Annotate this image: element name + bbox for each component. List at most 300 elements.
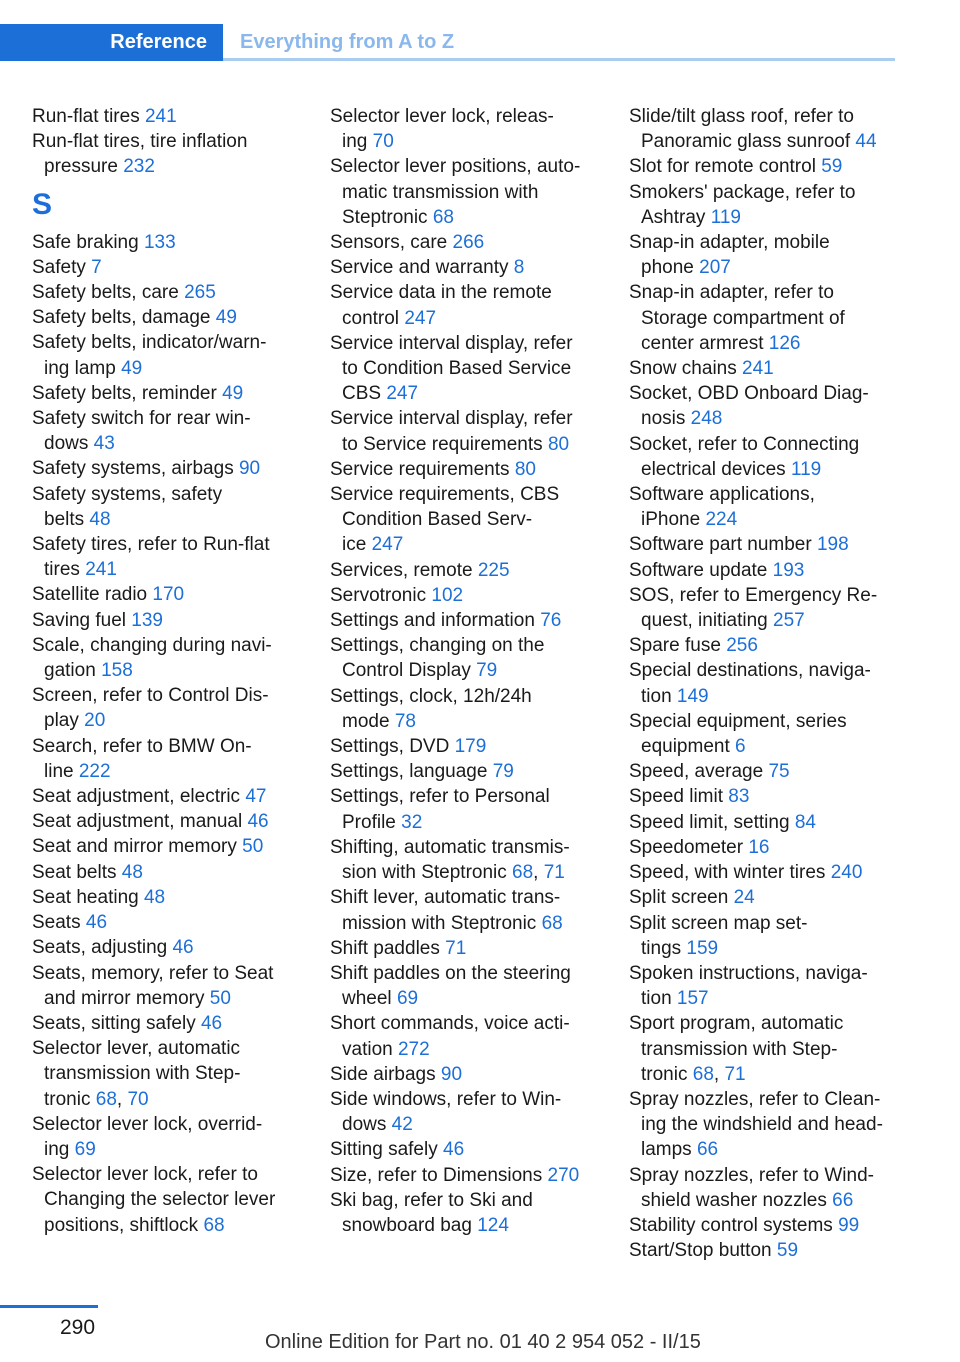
page-link[interactable]: 265 [184, 282, 216, 304]
index-entry-text: Spray nozzles, refer to Clean- [629, 1088, 881, 1110]
page-link[interactable]: 49 [121, 357, 143, 379]
index-entry-text: Selector lever lock, releas- [330, 106, 554, 127]
page-link[interactable]: 75 [768, 761, 790, 783]
page-link[interactable]: 16 [748, 836, 770, 858]
page-link[interactable]: 102 [431, 584, 464, 606]
index-entry-text: Run-flat tires, tire inflation [32, 131, 248, 153]
page-link[interactable]: 139 [131, 609, 163, 631]
index-entry-text: Safety systems, safety [32, 483, 223, 505]
index-entry-text: Slide/tilt glass roof, refer to [629, 106, 854, 127]
index-entry [330, 1188, 616, 1238]
index-entry [32, 129, 318, 179]
index-entry-text: Run-flat tires [32, 106, 140, 127]
index-entry [629, 104, 915, 154]
index-entry-text: ice [342, 534, 367, 556]
index-entry-text: Selector lever lock, refer to [32, 1164, 258, 1186]
page-link[interactable]: 48 [121, 861, 143, 883]
page-link[interactable]: 247 [404, 307, 437, 329]
index-entry [629, 658, 915, 708]
index-entry-text: iPhone [641, 509, 701, 531]
page-link[interactable]: 83 [728, 786, 750, 808]
index-entry [629, 583, 915, 633]
page-link[interactable]: 69 [74, 1138, 96, 1160]
index-entry-text: ing [342, 131, 368, 153]
page-link[interactable]: 68 [541, 912, 563, 934]
index-entry-text: Slot for remote control [629, 156, 816, 178]
index-entry [330, 457, 616, 482]
index-entry [32, 230, 318, 255]
page-link[interactable]: 7 [91, 256, 102, 278]
subsection-title: Everything from A to Z [240, 31, 455, 53]
index-entry [330, 759, 616, 784]
index-entry-text: Selector lever lock, overrid- [32, 1113, 263, 1135]
index-entry [629, 381, 915, 431]
index-entry [32, 608, 318, 633]
index-entry [32, 961, 318, 1011]
page-link[interactable]: 272 [397, 1038, 430, 1060]
index-entry [330, 558, 616, 583]
index-entry [32, 1112, 318, 1162]
index-entry [32, 784, 318, 809]
page-link[interactable]: 44 [855, 131, 877, 153]
index-entry-text: Settings and information [330, 610, 535, 632]
index-entry-text: Smokers' package, refer to [629, 181, 856, 203]
index-entry-text: play [44, 710, 79, 732]
index-entry-text: Snap-in adapter, mobile [629, 232, 830, 254]
page-link[interactable]: 49 [222, 382, 244, 404]
index-entry-text: Socket, refer to Connecting [629, 433, 860, 455]
index-entry [629, 558, 915, 583]
page-link[interactable]: 124 [477, 1214, 509, 1236]
index-entry-text: Screen, refer to Control Dis- [32, 685, 269, 707]
page-link[interactable]: 70 [372, 131, 394, 153]
index-entry [629, 280, 915, 356]
page-link[interactable]: 224 [705, 509, 738, 531]
index-entry [629, 154, 915, 179]
index-entry [330, 1011, 616, 1061]
index-entry-text: Condition Based Serv- [342, 509, 533, 531]
page-link[interactable]: 225 [477, 559, 510, 581]
page-link[interactable]: 6 [735, 736, 746, 758]
page-link[interactable]: 207 [699, 257, 731, 279]
index-entry-text: Scale, changing during navi- [32, 634, 272, 656]
page-link[interactable]: 46 [200, 1012, 223, 1034]
index-entry [32, 935, 318, 960]
page-link[interactable]: 43 [93, 433, 115, 455]
index-entry [32, 406, 318, 456]
index-entry [629, 860, 915, 885]
index-entry [629, 432, 915, 482]
index-entry-text: Safety systems, airbags [32, 458, 234, 480]
index-entry [32, 1011, 318, 1036]
index-entry [629, 230, 915, 280]
page-link[interactable]: 69 [396, 988, 419, 1010]
index-entry-text: tion [641, 988, 672, 1010]
index-entry [32, 1162, 318, 1238]
index-entry-text: Socket, OBD Onboard Diag- [629, 383, 869, 405]
index-entry [32, 456, 318, 481]
page-link[interactable]: 256 [726, 635, 758, 657]
index-entry-text: mission with Steptronic [342, 912, 537, 934]
index-entry [32, 280, 318, 305]
page-link[interactable]: 71 [543, 862, 565, 884]
index-entry-text: and mirror memory [44, 987, 205, 1009]
index-entry [330, 154, 616, 230]
index-entry [32, 734, 318, 784]
index-entry-text: Safety switch for rear win- [32, 408, 251, 430]
index-entry-text: matic transmission with [342, 181, 539, 203]
index-entry-text: Service and warranty [330, 257, 509, 279]
section-tab: Reference [0, 24, 223, 61]
index-letter-heading: S [32, 187, 53, 221]
index-entry-text: Servotronic [330, 584, 427, 606]
index-entry-text: Stability control systems [629, 1214, 833, 1236]
page-link[interactable]: 71 [445, 937, 467, 959]
index-entry [330, 633, 616, 683]
index-entry-text: Seats [32, 912, 81, 934]
page-link[interactable]: 79 [476, 660, 498, 682]
index-entry-text: Software update [629, 559, 768, 581]
index-entry-text: line [44, 760, 74, 782]
index-entry-text: Split screen map set- [629, 912, 808, 934]
index-entry [629, 911, 915, 961]
page-link[interactable]: 42 [391, 1114, 413, 1136]
index-entry-text: shield washer nozzles [641, 1189, 827, 1211]
page-link[interactable]: 24 [733, 887, 755, 909]
page-link[interactable]: 119 [790, 458, 822, 480]
index-entry-text: vation [342, 1038, 393, 1060]
index-entry-text: tronic [44, 1088, 91, 1110]
index-entry-text: lamps [641, 1139, 692, 1161]
index-entry [330, 1062, 616, 1087]
index-entry-text: quest, initiating [641, 610, 768, 632]
edition-note: Online Edition for Part no. 01 40 2 954 052 - II/15 [265, 1331, 701, 1353]
index-entry-text: Speed limit [629, 786, 723, 808]
index-entry-text: sion with Steptronic [342, 862, 507, 884]
index-entry-text: CBS [342, 383, 382, 405]
page-link[interactable]: 222 [78, 760, 111, 782]
index-entry-text: electrical devices [641, 458, 786, 480]
index-entry [32, 834, 318, 859]
index-entry-text: Service requirements, CBS [330, 484, 560, 506]
index-entry [629, 482, 915, 532]
page-link[interactable]: 157 [676, 988, 709, 1010]
index-entry [330, 1087, 616, 1137]
page-link[interactable]: 257 [773, 610, 805, 632]
index-entry-text: Speed limit, setting [629, 811, 790, 833]
index-entry-text: Seat adjustment, electric [32, 786, 241, 808]
index-entry-text: Panoramic glass sunroof [641, 131, 851, 153]
index-entry-text: tings [641, 937, 682, 959]
page-link[interactable]: 46 [247, 811, 269, 833]
index-entry-text: Seat and mirror memory [32, 836, 237, 858]
index-entry-text: Speed, with winter tires [629, 862, 826, 884]
page-link[interactable]: 133 [143, 231, 176, 253]
page-link[interactable]: 80 [514, 458, 536, 480]
index-column-3 [629, 104, 915, 1263]
index-entry-text: Shifting, automatic transmis- [330, 836, 570, 858]
index-entry [32, 305, 318, 330]
index-entry-text: ing [44, 1138, 70, 1160]
index-entry-text: tion [641, 685, 672, 707]
index-entry [629, 1213, 915, 1238]
index-entry-text: tires [44, 559, 80, 581]
index-entry-text: Safety belts, damage [32, 307, 211, 329]
page-link[interactable]: 59 [776, 1240, 799, 1262]
page-link[interactable]: 198 [816, 534, 849, 556]
page-number: 290 [60, 1316, 96, 1339]
page-link[interactable]: 47 [245, 786, 267, 808]
page-link[interactable]: 68 [512, 862, 534, 884]
index-entry-text: Settings, language [330, 761, 488, 783]
index-entry-text: mode [342, 710, 390, 732]
page-link[interactable]: 68 [692, 1063, 714, 1085]
index-entry-text: wheel [342, 988, 392, 1010]
page-link[interactable]: 90 [440, 1063, 463, 1085]
index-entry-text: Service data in the remote [330, 282, 552, 304]
index-entry [32, 860, 318, 885]
index-entry [330, 230, 616, 255]
page-link[interactable]: 159 [686, 937, 719, 959]
page-link[interactable]: 50 [242, 836, 264, 858]
page-link[interactable]: 32 [401, 811, 423, 833]
index-entry-text: Software applications, [629, 484, 815, 506]
index-entry [330, 885, 616, 935]
page-link[interactable]: 179 [454, 736, 487, 758]
page-link[interactable]: 126 [768, 332, 801, 354]
page-link[interactable]: 241 [144, 106, 177, 127]
index-entry-text: Sitting safely [330, 1139, 438, 1161]
page-link[interactable]: 90 [238, 458, 261, 480]
index-entry-text: Seat heating [32, 886, 139, 908]
index-entry-text: Ashtray [641, 206, 706, 228]
index-entry-text: Settings, changing on the [330, 635, 545, 657]
index-column-1 [32, 104, 318, 1238]
index-entry-text: Ski bag, refer to Ski and [330, 1189, 533, 1211]
index-entry-text: transmission with Step- [44, 1063, 241, 1085]
page-link[interactable]: 20 [84, 710, 106, 732]
page-link[interactable]: 68 [432, 206, 454, 228]
index-entry [32, 582, 318, 607]
index-entry-text: Steptronic [342, 206, 428, 228]
index-entry [330, 583, 616, 608]
index-entry-text: Search, refer to BMW On- [32, 735, 252, 757]
index-entry [32, 809, 318, 834]
index-entry-text: Side windows, refer to Win- [330, 1088, 562, 1110]
index-entry [629, 532, 915, 557]
index-entry-text: Seat adjustment, manual [32, 811, 243, 833]
index-entry [629, 709, 915, 759]
index-entry-text: Seats, adjusting [32, 937, 168, 959]
index-entry-text: Speed, average [629, 761, 764, 783]
index-entry [32, 381, 318, 406]
index-entry-text: Safety tires, refer to Run-flat [32, 534, 270, 556]
index-entry [330, 936, 616, 961]
footer-rule [0, 1305, 98, 1308]
page-header [0, 24, 895, 61]
index-entry-text: dows [342, 1114, 387, 1136]
page-link[interactable]: 241 [742, 358, 774, 380]
index-entry-text: nosis [641, 408, 686, 430]
page-link[interactable]: 68 [203, 1214, 225, 1236]
page-link[interactable]: 46 [443, 1139, 465, 1161]
index-entry-text: Service interval display, refer [330, 332, 573, 354]
index-entry-text: Service requirements [330, 458, 510, 480]
page-link[interactable]: 59 [821, 156, 843, 178]
index-entry: Sport program, automatic transmission with Step- tronic 68, 71 [629, 1013, 844, 1085]
index-entry-text: Shift paddles [330, 937, 440, 959]
index-entry [629, 180, 915, 230]
index-entry [629, 784, 915, 809]
index-entry-text: Storage compartment of [641, 307, 845, 329]
index-entry-text: Sport program, automatic [629, 1013, 844, 1035]
index-entry-text: to Service requirements [342, 433, 543, 455]
page-link[interactable]: 76 [540, 610, 562, 632]
index-entry-text: transmission with Step- [641, 1038, 838, 1060]
index-entry-text: center armrest [641, 332, 764, 354]
index-entry-text: Shift lever, automatic trans- [330, 887, 561, 909]
index-entry-text: Selector lever positions, auto- [330, 156, 581, 178]
index-entry-text: Safety belts, care [32, 282, 179, 304]
page-link[interactable]: 270 [547, 1164, 580, 1186]
index-entry-text: to Condition Based Service [342, 358, 572, 380]
index-entry-text: Side airbags [330, 1063, 436, 1085]
index-entry-text: Satellite radio [32, 584, 148, 606]
index-entry [330, 1163, 616, 1188]
page-link[interactable]: 49 [215, 307, 237, 329]
page-link[interactable]: 232 [123, 156, 155, 178]
index-entry-text: control [342, 307, 400, 329]
index-entry [32, 104, 318, 129]
index-entry [629, 961, 915, 1011]
index-entry [32, 532, 318, 582]
index-entry-text: Seats, sitting safely [32, 1012, 196, 1034]
index-column-2 [330, 104, 616, 1238]
index-entry [629, 1238, 915, 1263]
index-entry-text: Service interval display, refer [330, 408, 573, 430]
index-entry [330, 684, 616, 734]
index-entry [629, 1087, 915, 1163]
index-entry [330, 1137, 616, 1162]
index-entry-text: Safe braking [32, 231, 139, 253]
index-entry-text: Shift paddles on the steering [330, 962, 571, 984]
page-link[interactable]: 84 [794, 811, 816, 833]
index-entry-text: Seats, memory, refer to Seat [32, 962, 274, 984]
index-entry [32, 330, 318, 380]
index-entry-text: Safety [32, 256, 86, 278]
index-entry-text: snowboard bag [342, 1214, 472, 1236]
index-entry-text: Sensors, care [330, 232, 448, 254]
index-entry-text: positions, shiftlock [44, 1214, 199, 1236]
index-entry-text: Special destinations, naviga- [629, 660, 871, 682]
index-entry-text: Control Display [342, 660, 471, 682]
index-entry-text: Start/Stop button [629, 1240, 772, 1262]
index-entry-text: Short commands, voice acti- [330, 1013, 570, 1035]
index-entry [330, 608, 616, 633]
page-link[interactable]: 99 [838, 1214, 860, 1236]
index-entry-text: Settings, DVD [330, 736, 450, 758]
index-entry [330, 734, 616, 759]
index-entry-text: tronic [641, 1063, 688, 1085]
page-link[interactable]: 78 [394, 710, 416, 732]
index-entry-text: pressure [44, 156, 118, 178]
index-entry-text: Safety belts, reminder [32, 382, 217, 404]
index-entry-text: Services, remote [330, 559, 473, 581]
page-link[interactable]: 80 [547, 433, 570, 455]
index-entry-text: Software part number [629, 534, 812, 556]
index-entry: Shifting, automatic transmis- sion with Steptronic 68, 71 [330, 836, 570, 884]
page-link[interactable]: 48 [143, 886, 166, 908]
page-link[interactable]: 247 [371, 534, 404, 556]
index-entry [629, 356, 915, 381]
index-entry [629, 1163, 915, 1213]
index-entry-text: Split screen [629, 887, 729, 909]
index-entry: Selector lever, automatic transmission with Step- tronic 68, 70 [32, 1038, 241, 1110]
page-link[interactable]: 240 [830, 862, 863, 884]
page-link[interactable]: 50 [209, 987, 231, 1009]
index-entry-text: Profile [342, 811, 396, 833]
index-entry [330, 406, 616, 456]
page-link[interactable]: 247 [386, 383, 419, 405]
page-link[interactable]: 79 [492, 761, 514, 783]
index-entry-text: ing the windshield and head- [641, 1114, 883, 1136]
index-entry [330, 784, 616, 834]
index-entry-text: Selector lever, automatic [32, 1038, 241, 1060]
page-link[interactable]: 66 [696, 1139, 719, 1161]
page-link[interactable]: 66 [832, 1189, 854, 1211]
page-link[interactable]: 170 [152, 584, 185, 606]
page-link[interactable]: 193 [772, 559, 805, 581]
page-link[interactable]: 158 [101, 660, 133, 682]
page-link[interactable]: 119 [710, 206, 741, 228]
page-link[interactable]: 248 [690, 408, 723, 430]
header-rule [223, 58, 895, 61]
page-link[interactable]: 46 [172, 937, 194, 959]
page-link[interactable]: 48 [89, 508, 111, 530]
page-link[interactable]: 68 [95, 1088, 117, 1110]
index-entry-text: Changing the selector lever [44, 1189, 276, 1211]
page-link[interactable]: 71 [724, 1063, 746, 1085]
index-entry-text: Special equipment, series [629, 710, 847, 732]
index-entry [629, 835, 915, 860]
index-entry [330, 255, 616, 280]
page-link[interactable]: 149 [676, 685, 709, 707]
index-entry [330, 961, 616, 1011]
index-entry [330, 331, 616, 407]
index-entry-text: Settings, refer to Personal [330, 786, 550, 808]
index-entry [32, 633, 318, 683]
page-link[interactable]: 241 [85, 559, 117, 581]
index-entry-text: Settings, clock, 12h/24h [330, 685, 532, 707]
index-entry-text: Spare fuse [629, 635, 721, 657]
index-entry [32, 482, 318, 532]
page-link[interactable]: 46 [85, 912, 108, 934]
index-entry [330, 280, 616, 330]
page-link[interactable]: 70 [127, 1088, 149, 1110]
page-link[interactable]: 266 [452, 232, 485, 254]
index-entry [32, 910, 318, 935]
page-link[interactable]: 8 [513, 257, 525, 279]
index-entry [32, 683, 318, 733]
index-entry-text: dows [44, 433, 89, 455]
index-entry-text: ing lamp [44, 357, 116, 379]
index-entry-text: Spoken instructions, naviga- [629, 962, 868, 984]
index-entry-text: phone [641, 257, 694, 279]
index-entry-text: Size, refer to Dimensions [330, 1164, 543, 1186]
index-entry-text: gation [44, 660, 96, 682]
index-entry [330, 482, 616, 558]
index-entry-text: Speedometer [629, 836, 744, 858]
